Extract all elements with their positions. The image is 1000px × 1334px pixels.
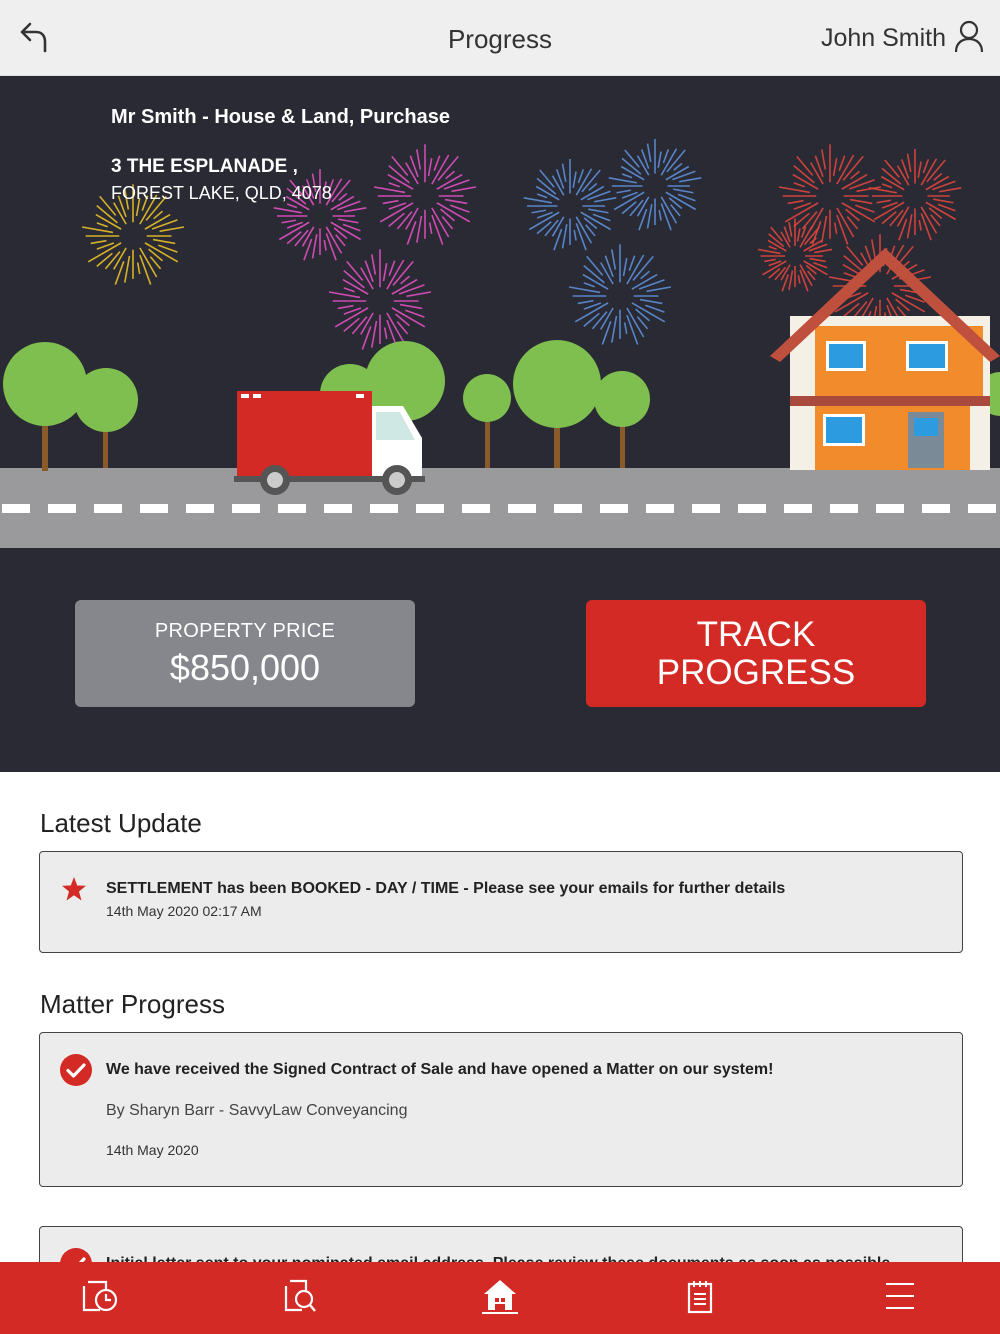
check-circle-icon bbox=[60, 1054, 92, 1091]
bottom-navigation bbox=[0, 1262, 1000, 1334]
firework-burst bbox=[758, 218, 832, 291]
tab-documents[interactable] bbox=[200, 1262, 400, 1334]
notes-icon bbox=[685, 1278, 715, 1319]
page-title: Progress bbox=[447, 24, 553, 54]
track-progress-button[interactable]: TRACK PROGRESS bbox=[586, 600, 926, 707]
latest-update-card[interactable] bbox=[39, 851, 963, 953]
property-price-value: $850,000 bbox=[169, 647, 321, 688]
user-icon bbox=[954, 19, 984, 58]
progress-item[interactable] bbox=[39, 1032, 963, 1187]
progress-item-author: By Sharyn Barr - SavvyLaw Conveyancing bbox=[106, 1102, 408, 1119]
home-icon bbox=[480, 1276, 520, 1321]
firework-burst bbox=[374, 144, 476, 244]
property-price-card bbox=[75, 600, 415, 707]
tab-home[interactable] bbox=[400, 1262, 600, 1334]
property-address-line1: 3 THE ESPLANADE , bbox=[111, 156, 298, 177]
firework-burst bbox=[609, 139, 702, 230]
hero-banner bbox=[0, 76, 1000, 772]
matter-title: Mr Smith - House & Land, Purchase bbox=[111, 106, 450, 128]
user-profile[interactable] bbox=[821, 18, 984, 58]
menu-icon bbox=[884, 1281, 916, 1316]
property-address-line2: FOREST LAKE, QLD, 4078 bbox=[111, 183, 332, 203]
property-price-label: PROPERTY PRICE bbox=[154, 620, 336, 642]
tab-timeline[interactable] bbox=[0, 1262, 200, 1334]
tab-notes[interactable] bbox=[600, 1262, 800, 1334]
user-name: John Smith bbox=[820, 23, 946, 52]
firework-burst bbox=[329, 249, 431, 349]
latest-update-message: SETTLEMENT has been BOOKED - DAY / TIME - Please see your emails for further details bbox=[106, 880, 786, 897]
top-bar bbox=[0, 0, 1000, 76]
truck bbox=[234, 391, 425, 495]
latest-update-heading: Latest Update bbox=[40, 808, 202, 838]
progress-item-message: We have received the Signed Contract of Sale and have opened a Matter on our system! bbox=[106, 1061, 774, 1078]
star-icon bbox=[61, 876, 87, 907]
tab-menu[interactable] bbox=[800, 1262, 1000, 1334]
progress-item-date: 14th May 2020 bbox=[106, 1142, 199, 1158]
firework-burst bbox=[524, 159, 617, 250]
firework-burst bbox=[569, 244, 671, 344]
firework-burst bbox=[869, 149, 962, 240]
latest-update-timestamp: 14th May 2020 02:17 AM bbox=[106, 903, 262, 919]
timeline-icon bbox=[80, 1278, 120, 1319]
documents-search-icon bbox=[280, 1278, 320, 1319]
matter-progress-heading: Matter Progress bbox=[40, 989, 225, 1019]
